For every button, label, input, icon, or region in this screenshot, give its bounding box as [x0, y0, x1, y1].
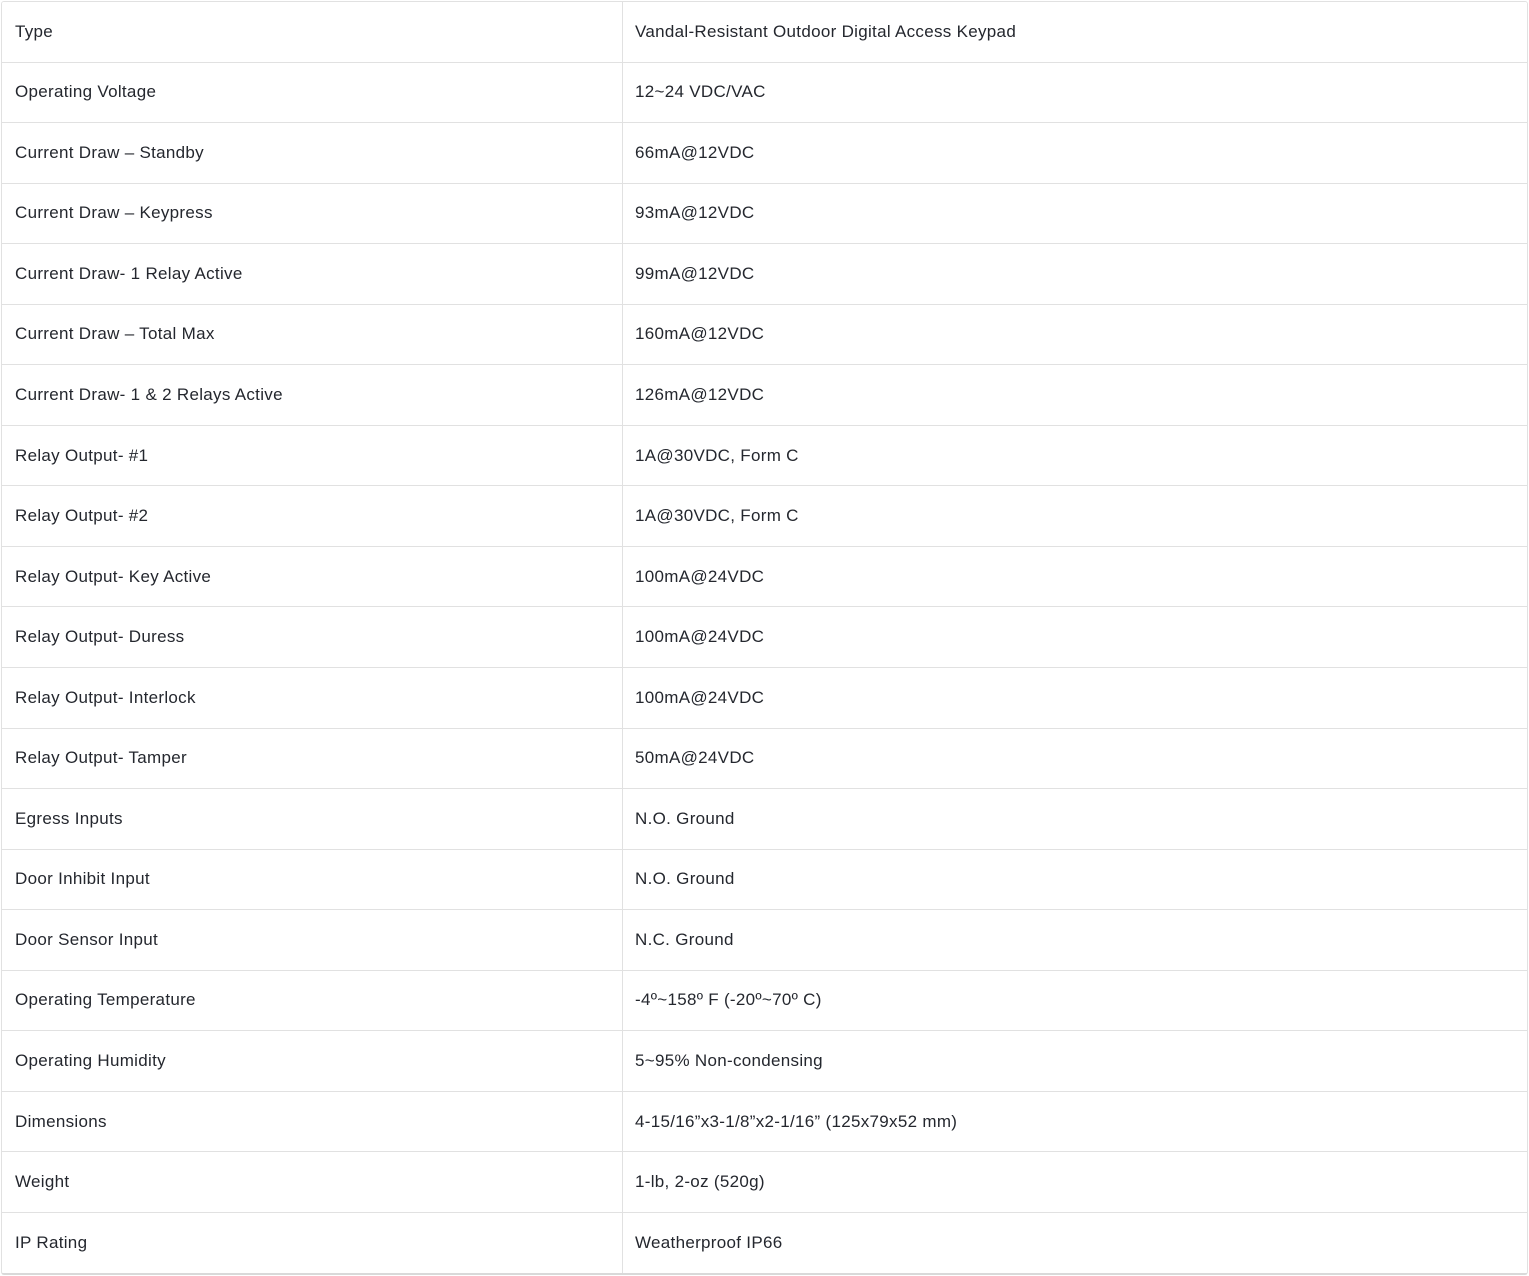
- spec-label-cell: Operating Temperature: [2, 971, 623, 1031]
- table-row: [2, 607, 1527, 668]
- spec-label-cell: Relay Output- #1: [2, 426, 623, 486]
- spec-label-cell: Operating Humidity: [2, 1031, 623, 1091]
- spec-value-cell: 126mA@12VDC: [635, 385, 765, 404]
- spec-label-cell: IP Rating: [2, 1213, 623, 1274]
- table-row: [2, 486, 1527, 547]
- spec-label-cell: Relay Output- Key Active: [2, 547, 623, 607]
- spec-value-cell: 100mA@24VDC: [635, 687, 765, 707]
- spec-label-cell: Operating Voltage: [2, 63, 623, 123]
- spec-label-cell: Dimensions: [2, 1092, 623, 1152]
- spec-label-cell: Current Draw- 1 Relay Active: [2, 244, 623, 304]
- table-row: [2, 63, 1527, 124]
- table-row: [2, 244, 1527, 305]
- table-row: [2, 971, 1527, 1032]
- spec-value-cell: N.C. Ground: [635, 929, 734, 949]
- spec-value-cell: 66mA@12VDC: [635, 142, 755, 162]
- spec-value-cell: 50mA@24VDC: [635, 748, 755, 768]
- spec-label-cell: Door Inhibit Input: [2, 850, 623, 910]
- spec-table: [1, 1, 1528, 1275]
- spec-label-cell: Relay Output- Interlock: [2, 668, 623, 728]
- spec-value-cell: N.O. Ground: [635, 808, 735, 828]
- spec-value-cell: N.O. Ground: [635, 869, 735, 889]
- spec-label-cell: Weight: [2, 1152, 623, 1212]
- table-row: [2, 547, 1527, 608]
- table-row: [2, 729, 1527, 790]
- table-row: [2, 789, 1527, 850]
- table-row: [2, 1152, 1527, 1213]
- spec-value-cell: Weatherproof IP66: [635, 1233, 783, 1253]
- spec-label-cell: Door Sensor Input: [2, 910, 623, 970]
- spec-label-cell: Relay Output- Tamper: [2, 729, 623, 789]
- table-row: [2, 1092, 1527, 1153]
- spec-value-cell: 4-15/16”x3-1/8”x2-1/16” (125x79x52 mm): [635, 1111, 958, 1131]
- spec-value-cell: -4º~158º F (-20º~70º C): [635, 990, 822, 1010]
- table-row: [2, 910, 1527, 971]
- spec-label-cell: Relay Output- Duress: [2, 607, 623, 667]
- table-row: [2, 184, 1527, 245]
- table-row: [2, 365, 1527, 426]
- spec-value-cell: 1-lb, 2-oz (520g): [635, 1172, 765, 1192]
- table-row: [2, 850, 1527, 911]
- spec-label-cell: Current Draw – Standby: [2, 123, 623, 183]
- table-row: [2, 1031, 1527, 1092]
- spec-value-cell: 1A@30VDC, Form C: [635, 445, 799, 465]
- spec-value-cell: 93mA@12VDC: [635, 203, 755, 223]
- spec-label-cell: Relay Output- #2: [2, 486, 623, 546]
- spec-value-cell: Vandal-Resistant Outdoor Digital Access Keypad: [635, 21, 1017, 41]
- spec-value-cell: 160mA@12VDC: [635, 324, 765, 344]
- table-row: [2, 426, 1527, 487]
- table-row: [2, 668, 1527, 729]
- spec-value-cell: 100mA@24VDC: [635, 566, 765, 586]
- spec-value-cell: 99mA@12VDC: [635, 263, 755, 283]
- table-row: [2, 1213, 1527, 1274]
- table-row: [2, 123, 1527, 184]
- spec-value-cell: 5~95% Non-condensing: [635, 1051, 823, 1071]
- spec-value-cell: 12~24 VDC/VAC: [635, 82, 766, 102]
- spec-value-cell: 1A@30VDC, Form C: [635, 506, 799, 526]
- spec-label-cell: Current Draw- 1 & 2 Relays Active: [2, 365, 623, 425]
- spec-label-cell: Current Draw – Total Max: [2, 305, 623, 365]
- table-row: [2, 305, 1527, 366]
- spec-label-cell: Type: [2, 2, 623, 62]
- spec-label-cell: Egress Inputs: [2, 789, 623, 849]
- spec-label-cell: Current Draw – Keypress: [2, 184, 623, 244]
- table-row: [2, 2, 1527, 63]
- spec-value-cell: 100mA@24VDC: [635, 627, 765, 647]
